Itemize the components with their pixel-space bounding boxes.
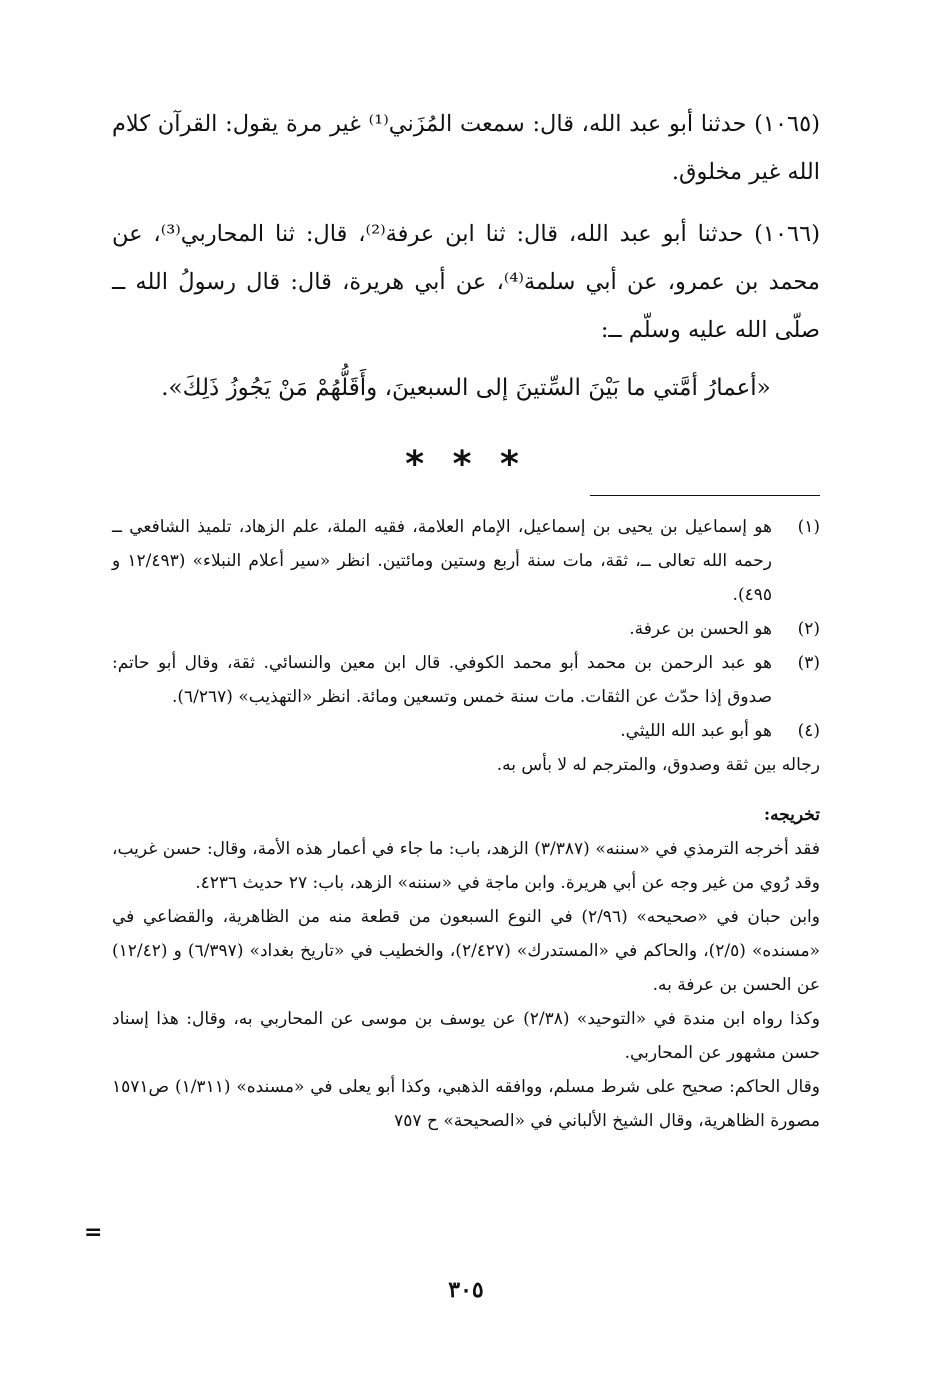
footnote-text: هو عبد الرحمن بن محمد أبو محمد الكوفي. قال ابن معين والنسائي. ثقة، وقال أبو حاتم: صدوق إذا حدّث عن الثقات. مات سنة خمس وتسعين ومائة. انظر «التهذيب» (٦/٢٦٧). [112, 653, 772, 707]
hadith-1066-paragraph: (١٠٦٦) حدثنا أبو عبد الله، قال: ثنا ابن عرفة⁽²⁾، قال: ثنا المحاربي⁽³⁾، عن محمد بن عمرو، عن أبي سلمة⁽⁴⁾، عن أبي هريرة، قال: قال رسولُ الله ــ صلّى الله عليه وسلّم ــ: [112, 221, 821, 343]
footnote-number: (٤) [797, 721, 820, 741]
takhrij-paragraph-2: وابن حبان في «صحيحه» (٢/٩٦) في النوع السبعون من قطعة منه من الظاهرية، والقضاعي في «مسنده» (٢/٥)، والحاكم في «المستدرك» (٢/٤٢٧)، والخطيب في «تاريخ بغداد» (٦/٣٩٧) و (١٢/٤٢) عن الحسن بن عرفة به. [112, 907, 821, 995]
page-number: ٣٠٥ [448, 1277, 484, 1303]
footnote-text: هو إسماعيل بن يحيى بن إسماعيل، الإمام العلامة، فقيه الملة، علم الزهاد، تلميذ الشافعي ــ رحمه الله تعالى ــ، ثقة، مات سنة أربع وستين ومائتين. انظر «سير أعلام النبلاء» (١٢/٤٩٣ و ٤٩٥). [112, 517, 772, 605]
footnote-3 [112, 646, 820, 714]
rijal-note: رجاله بين ثقة وصدوق، والمترجم له لا بأس به. [496, 755, 820, 775]
footnote-number: (٢) [797, 619, 820, 639]
takhrij-paragraph-1: فقد أخرجه الترمذي في «سننه» (٣/٣٨٧) الزهد، باب: ما جاء في أعمار هذه الأمة، وقال: حسن غريب، وقد رُوي من غير وجه عن أبي هريرة. وابن ماجة في «سننه» الزهد، باب: ٢٧ حديث ٤٢٣٦. [112, 839, 820, 893]
continuation-mark: = [84, 1220, 103, 1245]
footnote-4 [112, 714, 820, 748]
footnote-1 [112, 510, 820, 612]
footnote-number: (١) [797, 517, 820, 537]
takhrij-paragraph-3: وكذا رواه ابن مندة في «التوحيد» (٢/٣٨) عن يوسف بن موسى عن المحاربي به، وقال: هذا إسناد حسن مشهور عن المحاربي. [112, 1009, 820, 1063]
footnote-2 [112, 612, 820, 646]
takhrij-paragraph-4: وقال الحاكم: صحيح على شرط مسلم، ووافقه الذهبي، وكذا أبو يعلى في «مسنده» (١/٣١١) ص١٥٧١ مصورة الظاهرية، وقال الشيخ الألباني في «الصحيحة» ح ٧٥٧ [112, 1077, 820, 1131]
takhrij-heading: تخريجه: [763, 805, 820, 825]
footnotes-block [112, 510, 820, 1138]
footnote-text: هو أبو عبد الله الليثي. [620, 721, 772, 741]
hadith-text: «أعمارُ أمَّتي ما بَيْنَ السِّتينَ إلى السبعينَ، وأَقَلُّهُمْ مَنْ يَجُوزُ ذَلِكَ». [161, 375, 771, 401]
footnote-rule [590, 495, 820, 496]
footnote-text: هو الحسن بن عرفة. [629, 619, 772, 639]
hadith-1065-paragraph: (١٠٦٥) حدثنا أبو عبد الله، قال: سمعت المُزَني⁽¹⁾ غير مرة يقول: القرآن كلام الله غير مخلوق. [112, 111, 821, 185]
section-separator: * * * [405, 444, 527, 485]
footnote-number: (٣) [797, 653, 820, 673]
